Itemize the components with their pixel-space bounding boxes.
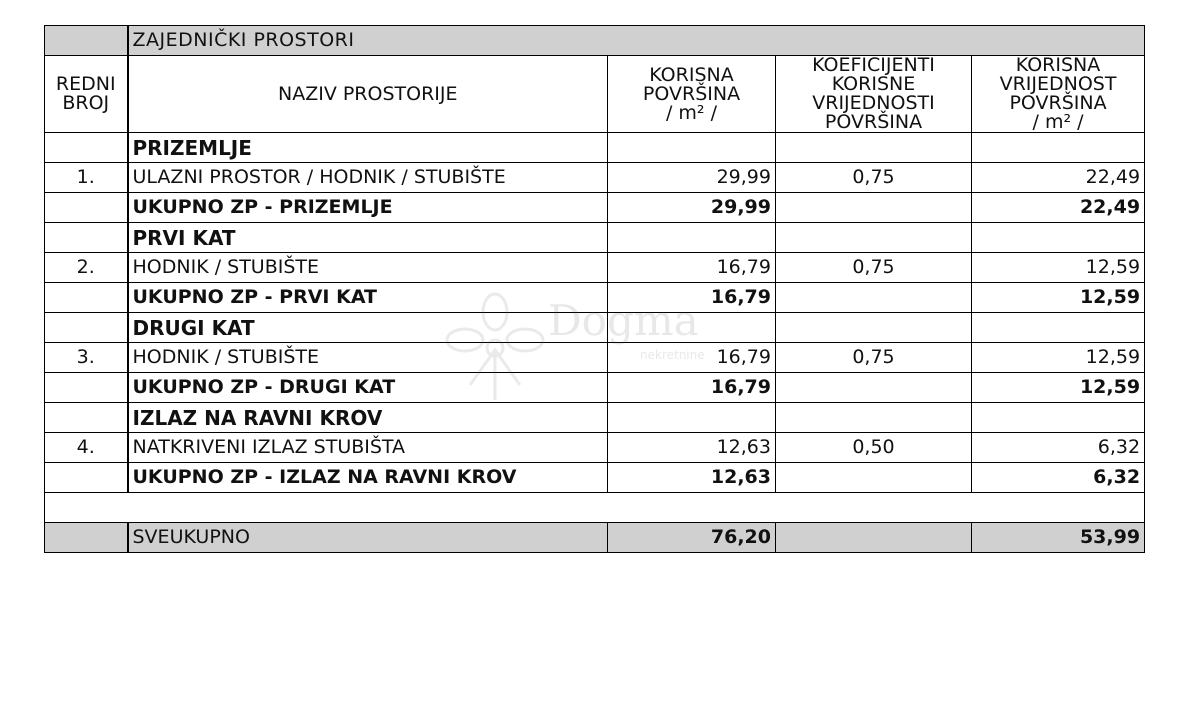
- col-redni-broj: REDNI BROJ: [45, 56, 128, 133]
- section-row: [45, 133, 1145, 163]
- section-row: [45, 223, 1145, 253]
- table-title: ZAJEDNIČKI PROSTORI: [128, 26, 1145, 56]
- area-table: [44, 25, 1145, 553]
- section-row: [45, 403, 1145, 433]
- grand-total-area: 76,20: [608, 523, 776, 553]
- watermark-text: Dogma: [548, 296, 699, 345]
- subtotal-row: UKUPNO ZP - PRIZEMLJE 29,99 22,49: [45, 193, 1145, 223]
- grand-total-value: 53,99: [972, 523, 1145, 553]
- col-naziv: NAZIV PROSTORIJE: [128, 56, 608, 133]
- col-korisna-povrsina: KORISNA POVRŠINA / m² /: [608, 56, 776, 133]
- grand-total-row: [45, 523, 1145, 553]
- section-row: [45, 313, 1145, 343]
- table-row: 1. ULAZNI PROSTOR / HODNIK / STUBIŠTE 29,99 0,75 22,49: [45, 163, 1145, 193]
- section-name: DRUGI KAT: [128, 313, 608, 343]
- col-koeficijenti: KOEFICIJENTI KORISNE VRIJEDNOSTI POVRŠINA: [776, 56, 972, 133]
- subtotal-row: UKUPNO ZP - DRUGI KAT 16,79 12,59: [45, 373, 1145, 403]
- section-name: PRVI KAT: [128, 223, 608, 253]
- watermark-subtext: nekretnine: [640, 348, 705, 362]
- spacer-row: [45, 493, 1145, 523]
- table-title-row: [45, 26, 1145, 56]
- subtotal-row: UKUPNO ZP - PRVI KAT 16,79 12,59: [45, 283, 1145, 313]
- col-korisna-vrijednost: KORISNA VRIJEDNOST POVRŠINA / m² /: [972, 56, 1145, 133]
- table-row: 2. HODNIK / STUBIŠTE 16,79 0,75 12,59: [45, 253, 1145, 283]
- section-name: PRIZEMLJE: [128, 133, 608, 163]
- subtotal-row: UKUPNO ZP - IZLAZ NA RAVNI KROV 12,63 6,32: [45, 463, 1145, 493]
- section-name: IZLAZ NA RAVNI KROV: [128, 403, 608, 433]
- column-header-row: [45, 56, 1145, 133]
- table-row: 3. HODNIK / STUBIŠTE 16,79 0,75 12,59: [45, 343, 1145, 373]
- grand-total-label: SVEUKUPNO: [128, 523, 608, 553]
- table-row: 4. NATKRIVENI IZLAZ STUBIŠTA 12,63 0,50 6,32: [45, 433, 1145, 463]
